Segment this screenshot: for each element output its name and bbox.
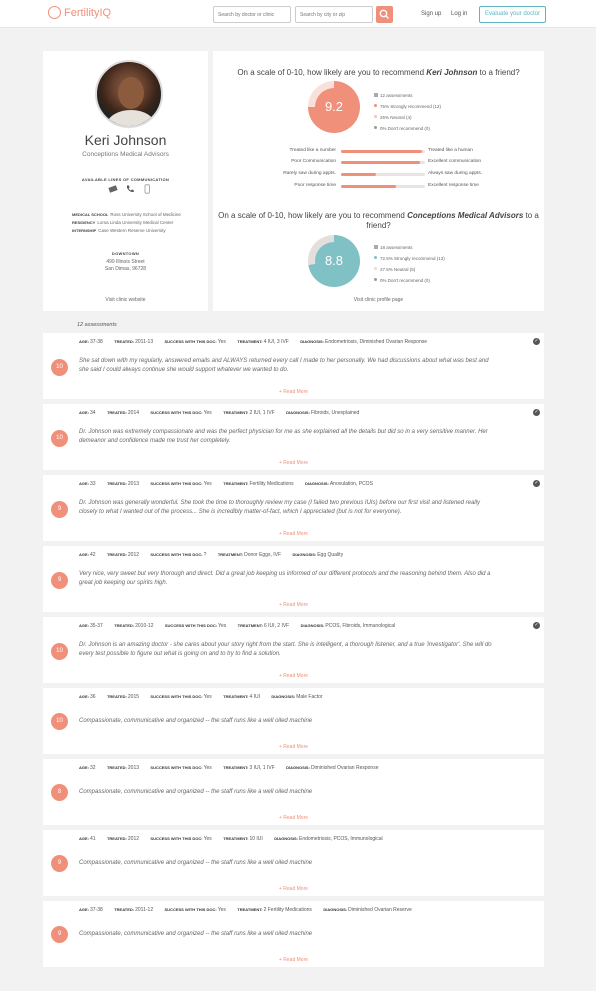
doctor-name: Keri Johnson [84, 132, 167, 148]
review-card [43, 546, 544, 612]
review-meta: AGE:37-38 TREATED:2011-12 SUCCESS WITH THIS DOC:Yes TREATMENT:2 Fertility Medications DIAGNOSIS:Diminished Ovarian Reserve [79, 907, 412, 913]
education-medical-school: MEDICAL SCHOOL Ross University School of Medicine [72, 212, 181, 217]
doctor-score: 9.2 [315, 88, 353, 126]
review-score-badge: 10 [51, 359, 68, 376]
review-text: Compassionate, communicative and organized -- the staff runs like a well oiled machine [79, 931, 313, 937]
review-text: Dr. Johnson was extremely compassionate and was the perfect physician for me as she explained all the details but did so in a very sensitive manner. Her demeanor and confidence made me trust her completely. [79, 429, 488, 444]
review-score-badge: 10 [51, 430, 68, 447]
search-button[interactable] [376, 6, 393, 23]
trait-bar [341, 161, 425, 164]
bar-chart-icon [374, 93, 378, 97]
review-card [43, 404, 544, 470]
review-card [43, 759, 544, 825]
review-meta: AGE:41 TREATED:2012 SUCCESS WITH THIS DOC:Yes TREATMENT:10 IUI DIAGNOSIS:Endometriosis, PCOS, Immunological [79, 836, 383, 842]
education-internship: INTERNSHIP Case Western Reserve University [72, 228, 166, 233]
trait-bar [341, 185, 425, 188]
search-city-input[interactable] [295, 6, 373, 23]
review-card [43, 901, 544, 967]
trait-bar [341, 150, 425, 153]
mobile-icon [142, 184, 152, 194]
review-meta: AGE:34 TREATED:2014 SUCCESS WITH THIS DOC:Yes TREATMENT:2 IUI, 1 IVF DIAGNOSIS:Fibroids, Unexplained [79, 410, 360, 416]
doctor-score-donut [308, 81, 360, 133]
practice-name: Conceptions Medical Advisors [82, 151, 169, 158]
review-text: Dr. Johnson was generally wonderful. She took the time to thoroughly review my case (I failed two previous IUIs) before our first visit and listened really closely to what I wanted out of the process... She is incredibly matter-of-fact, which I appreciated (but is not for everyone). [79, 500, 480, 515]
review-card [43, 617, 544, 683]
review-text: Very nice, very sweet but very thorough and direct. Did a great job keeping us informed of our different protocols and the reasoning behind them. Also did a great job keeping our spirits high. [79, 571, 491, 586]
review-meta: AGE:33 TREATED:2013 SUCCESS WITH THIS DOC:Yes TREATMENT:Fertility Medications DIAGNOSIS:Anovulation, PCOS [79, 481, 373, 487]
doctor-legend-dont: 0% Don't recommend (0) [374, 126, 430, 131]
education-residency: RESIDENCY Loma Linda University Medical Center [72, 220, 174, 225]
trait-left-label: Rarely saw during appts. [283, 171, 336, 176]
logo[interactable] [48, 6, 111, 19]
search-icon [376, 6, 393, 23]
clinic-legend-strong: 72.5% Strongly recommend (13) [374, 256, 445, 261]
review-card [43, 688, 544, 754]
email-icon [108, 184, 118, 194]
clinic-assessments-count: 18 assessments [374, 245, 413, 250]
review-score-badge: 10 [51, 643, 68, 660]
read-more-link[interactable]: + Read More [278, 815, 309, 821]
review-score-badge: 9 [51, 572, 68, 589]
doctor-assessments-count: 12 assessments [374, 93, 413, 98]
trait-bar-fill [341, 173, 376, 176]
trait-bar-fill [341, 185, 396, 188]
read-more-link[interactable]: + Read More [278, 531, 309, 537]
read-more-link[interactable]: + Read More [278, 460, 309, 466]
search-doctor-input[interactable] [213, 6, 291, 23]
verified-check-icon: ✓ [534, 622, 539, 628]
verified-check-icon: ✓ [534, 409, 539, 415]
review-card [43, 475, 544, 541]
review-meta: AGE:36 TREATED:2015 SUCCESS WITH THIS DOC:Yes TREATMENT:4 IUI DIAGNOSIS:Male Factor [79, 694, 323, 700]
trait-right-label: Excellent response time [428, 183, 479, 188]
review-text: Compassionate, communicative and organized -- the staff runs like a well oiled machine [79, 718, 313, 724]
read-more-link[interactable]: + Read More [278, 602, 309, 608]
review-score-badge: 9 [51, 501, 68, 518]
evaluate-doctor-button[interactable]: Evaluate your doctor [479, 6, 546, 23]
address-line-1: 499 Illinois Street [106, 259, 145, 265]
visit-clinic-profile-link[interactable]: Visit clinic profile page [353, 297, 404, 303]
review-text: Compassionate, communicative and organized -- the staff runs like a well oiled machine [79, 789, 313, 795]
trait-right-label: Always saw during appts. [428, 171, 483, 176]
review-meta: AGE:32 TREATED:2013 SUCCESS WITH THIS DOC:Yes TREATMENT:3 IUI, 1 IVF DIAGNOSIS:Diminished Ovarian Response [79, 765, 379, 771]
verified-check-icon: ✓ [534, 480, 539, 486]
clinic-recommend-question: On a scale of 0-10, how likely are you to recommend Conceptions Medical Advisors to a friend? [218, 211, 539, 230]
doctor-avatar [95, 60, 163, 128]
doctor-legend-strong: 75% Strongly recommend (12) [374, 104, 441, 109]
location-label: DOWNTOWN [111, 251, 140, 256]
read-more-link[interactable]: + Read More [278, 886, 309, 892]
address-line-2: San Dimas, 96728 [104, 266, 147, 272]
trait-left-label: Poor Communication [291, 159, 336, 164]
clinic-score: 8.8 [315, 242, 353, 280]
signup-link[interactable]: Sign up [421, 11, 442, 17]
visit-clinic-website-link[interactable]: Visit clinic website [105, 297, 146, 303]
reviews-count: 12 assessments [77, 322, 117, 328]
doctor-legend-neutral: 25% Neutral (4) [374, 115, 412, 120]
review-text: Dr. Johnson is an amazing doctor - she cares about your story right from the start. She is intelligent, a thorough listener, and a true 'investigator'. She will do every test possible to figure out what is going on and to try to find a solution. [79, 642, 492, 657]
logo-icon [48, 6, 61, 19]
trait-right-label: Excellent communication [428, 159, 482, 164]
trait-bar-fill [341, 150, 422, 153]
clinic-legend-dont: 0% Don't recommend (0) [374, 278, 430, 283]
clinic-score-donut [308, 235, 360, 287]
review-card [43, 333, 544, 399]
review-text: She sat down with my regularly, answered emails and ALWAYS returned every call I made to her personally. We had discussions about what was best and she said I could always continue she would support whatever we wanted to do. [79, 358, 489, 373]
communication-icons [108, 184, 153, 194]
login-link[interactable]: Log in [451, 11, 468, 17]
review-text: Compassionate, communicative and organized -- the staff runs like a well oiled machine [79, 860, 313, 866]
verified-check-icon: ✓ [534, 338, 539, 344]
doctor-recommend-question: On a scale of 0-10, how likely are you to recommend Keri Johnson to a friend? [237, 68, 520, 77]
read-more-link[interactable]: + Read More [278, 389, 309, 395]
review-meta: AGE:37-38 TREATED:2011-13 SUCCESS WITH THIS DOC:Yes TREATMENT:4 IUI, 3 IVF DIAGNOSIS:Endometriosis, Diminished Ovarian Response [79, 339, 428, 345]
review-card [43, 830, 544, 896]
review-meta: AGE:35-37 TREATED:2010-12 SUCCESS WITH THIS DOC:Yes TREATMENT:6 IUI, 2 IVF DIAGNOSIS:PCOS, Fibroids, Immunological [79, 623, 396, 629]
trait-left-label: Poor response time [294, 183, 336, 188]
top-header [0, 0, 596, 28]
trait-right-label: Treated like a human [428, 148, 473, 153]
review-meta: AGE:42 TREATED:2012 SUCCESS WITH THIS DOC:? TREATMENT:Donor Eggs, IVF DIAGNOSIS:Egg Quality [79, 552, 344, 558]
trait-bar-fill [341, 161, 420, 164]
ratings-card [213, 51, 544, 311]
read-more-link[interactable]: + Read More [278, 673, 309, 679]
trait-bar [341, 173, 425, 176]
phone-icon [125, 184, 135, 194]
communication-label: AVAILABLE LINES OF COMMUNICATION [81, 177, 170, 182]
review-score-badge: 9 [51, 926, 68, 943]
read-more-link[interactable]: + Read More [278, 957, 309, 963]
bar-chart-icon [374, 245, 378, 249]
review-score-badge: 9 [51, 855, 68, 872]
clinic-legend-neutral: 27.5% Neutral (5) [374, 267, 415, 272]
read-more-link[interactable]: + Read More [278, 744, 309, 750]
review-score-badge: 10 [51, 713, 68, 730]
logo-text: FertilityIQ [64, 7, 112, 19]
trait-left-label: Treated like a number [289, 148, 336, 153]
review-score-badge: 8 [51, 784, 68, 801]
